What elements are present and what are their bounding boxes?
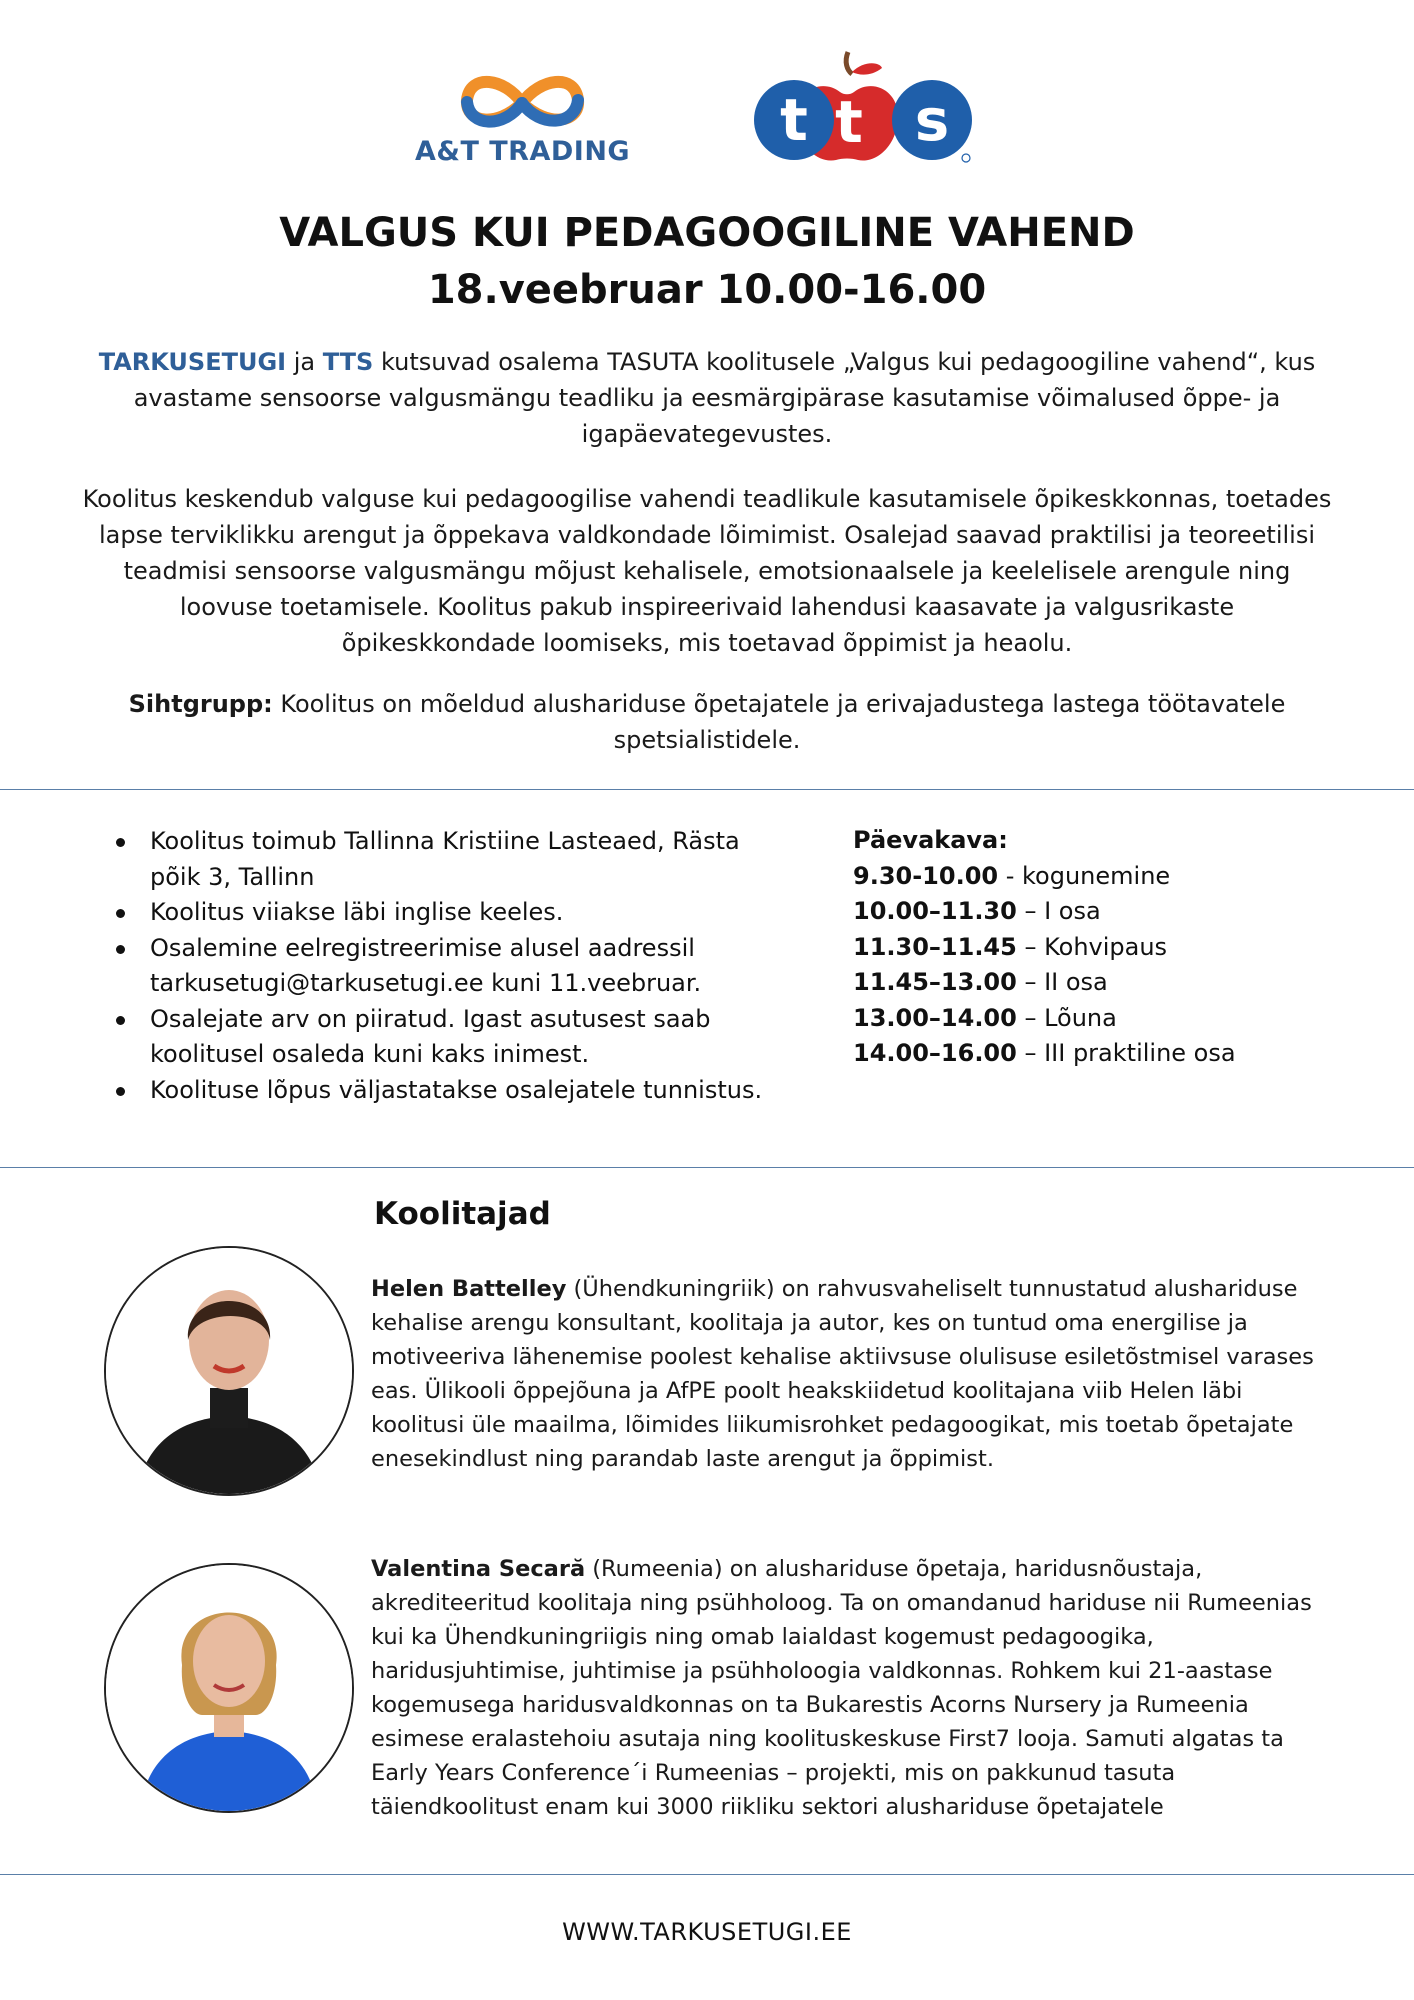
schedule-time: 11.45–13.00 <box>853 968 1017 996</box>
list-item <box>112 895 792 931</box>
svg-text:s: s <box>914 86 950 154</box>
trainer-bio-helen <box>371 1272 1331 1476</box>
svg-text:t: t <box>780 86 808 154</box>
org-tts: TTS <box>322 348 374 376</box>
svg-text:t: t <box>835 88 863 156</box>
target-group-text: Koolitus on mõeldud alushariduse õpetajatele ja erivajadustega lastega töötavatele spetsialistidele. <box>272 690 1286 754</box>
bullet-icon <box>116 909 125 918</box>
trainer-name: Helen Battelley <box>371 1276 567 1302</box>
divider-bottom <box>0 1874 1414 1875</box>
schedule-label: – III praktiline osa <box>1016 1039 1236 1067</box>
bullet-icon <box>116 1087 125 1096</box>
schedule-time: 9.30-10.00 <box>853 861 999 890</box>
bullet-icon <box>116 945 125 954</box>
footer-website-link[interactable]: WWW.TARKUSETUGI.EE <box>562 1918 852 1946</box>
list-item <box>112 1073 792 1109</box>
info-bullet-list <box>112 824 792 1108</box>
trainer-photo-valentina <box>104 1563 354 1813</box>
trainer-bio-text: (Rumeenia) on alushariduse õpetaja, haridusnõustaja, akrediteeritud koolitaja ning psühholoog. Ta on omandanud hariduse nii Rumeenias kui ka Ühendkuningriigis ning omab laialdast kogemust pedagoogika, haridusjuhtimise, juhtimise ja psühholoogia valdkonnas. Rohkem kui 21-aastase kogemusega haridusvaldkonnas on ta Bukarestis Acorns Nursery ja Rumeenia esimese eralastehoiu asutaja ning koolituskeskuse First7 looja. Samuti algatas ta Early Years Conference´i Rumeenias – projekti, mis on pakkunud tasuta täiendkoolitust enam kui 3000 riikliku sektori alushariduse õpetajatele <box>371 1556 1312 1820</box>
infinity-icon <box>415 68 630 138</box>
org-tarkusetugi: TARKUSETUGI <box>98 348 287 376</box>
schedule-title: Päevakava: <box>853 826 1008 854</box>
trainer-bio-valentina <box>371 1552 1331 1824</box>
intro-and: ja <box>286 348 323 376</box>
schedule-row <box>853 965 1373 1001</box>
trainers-heading: Koolitajad <box>374 1196 551 1232</box>
list-item <box>112 824 792 895</box>
person-icon <box>106 1248 352 1494</box>
schedule-time: 13.00–14.00 <box>853 1003 1017 1032</box>
bullet-icon <box>116 838 125 847</box>
schedule-time: 14.00–16.00 <box>853 1039 1017 1067</box>
schedule <box>853 823 1373 1072</box>
schedule-row <box>853 1001 1373 1037</box>
list-item <box>112 1002 792 1073</box>
target-group-label: Sihtgrupp: <box>128 690 273 718</box>
at-trading-brand: A&T TRADING <box>415 136 631 167</box>
description-paragraph: Koolitus keskendub valguse kui pedagoogilise vahendi teadlikule kasutamisele õpikeskkonnas, toetades lapse terviklikku arengut ja õppekava valdkondade lõimimist. Osalejad saavad praktilisi ja teoreetilisi teadmisi sensoorse valgusmängu mõjust kehalisele, emotsionaalsele ja keelelisele arengule ning loovuse toetamisele. Koolitus pakub inspireerivaid lahendusi kaasavate ja valgusrikaste õpikeskkondade loomiseks, mis toetavad õppimist ja heaolu. <box>82 485 1332 657</box>
list-item-text: Koolitus viiakse läbi inglise keeles. <box>150 898 564 926</box>
intro-text: kutsuvad osalema TASUTA koolitusele „Valgus kui pedagoogiline vahend“, kus avastame sensoorse valgusmängu teadliku ja eesmärgipärase kasutamise võimalused õppe- ja igapäevategevustes. <box>133 348 1316 448</box>
list-item <box>112 931 792 1002</box>
schedule-time: 11.30–11.45 <box>853 932 1017 961</box>
schedule-label: – Kohvipaus <box>1016 932 1168 961</box>
schedule-label: – I osa <box>1016 897 1101 925</box>
list-item-text: Koolituse lõpus väljastatakse osalejatele tunnistus. <box>150 1075 763 1104</box>
schedule-row <box>853 894 1373 930</box>
list-item-text: Koolitus toimub Tallinna Kristiine Lasteaed, Rästa põik 3, Tallinn <box>150 827 740 891</box>
event-date: 18.veebruar 10.00-16.00 <box>427 267 987 313</box>
intro-paragraph <box>80 344 1334 452</box>
person-icon <box>106 1565 352 1811</box>
schedule-row <box>853 859 1373 895</box>
list-item-text: Osalemine eelregistreerimise alusel aadressil tarkusetugi@tarkusetugi.ee kuni 11.veebruar. <box>150 933 702 997</box>
divider-middle <box>0 1167 1414 1168</box>
at-trading-logo <box>415 68 630 168</box>
bullet-icon <box>116 1016 125 1025</box>
schedule-label: – Lõuna <box>1016 1003 1117 1032</box>
trainer-photo-helen <box>104 1246 354 1496</box>
schedule-row <box>853 1036 1373 1072</box>
tts-logo-mark <box>752 48 974 166</box>
schedule-time: 10.00–11.30 <box>853 897 1017 925</box>
event-title: VALGUS KUI PEDAGOOGILINE VAHEND <box>279 210 1135 256</box>
trainer-name: Valentina Secară <box>371 1556 586 1582</box>
tts-logo <box>752 48 974 166</box>
schedule-label: – II osa <box>1016 968 1108 996</box>
list-item-text: Osalejate arv on piiratud. Igast asutusest saab koolitusel osaleda kuni kaks inimest. <box>150 1004 711 1068</box>
divider-top <box>0 789 1414 790</box>
trainer-bio-text: (Ühendkuningriik) on rahvusvaheliselt tunnustatud alushariduse kehalise arengu konsultant, koolitaja ja autor, kes on tuntud oma energilise ja motiveeriva lähenemise poolest kehalise aktiivsuse olulisuse esiletõstmisel varases eas. Ülikooli õppejõuna ja AfPE poolt heakskiidetud koolitajana viib Helen läbi koolitusi üle maailma, lõimides liikumisrohket pedagoogikat, mis toetab õpetajate enesekindlust ning parandab laste arengut ja õppimist. <box>371 1276 1314 1472</box>
schedule-label: - kogunemine <box>998 861 1171 890</box>
schedule-row <box>853 930 1373 966</box>
target-group-paragraph <box>80 686 1334 758</box>
